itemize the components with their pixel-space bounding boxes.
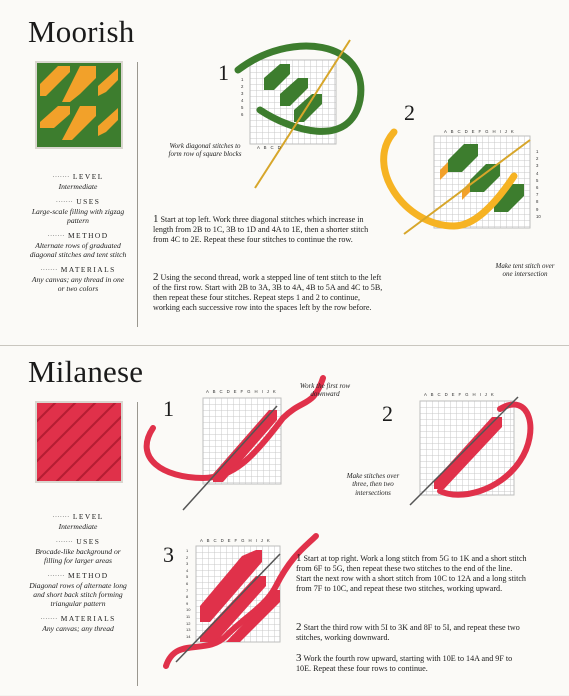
milanese-fig3-number: 3 <box>163 542 174 567</box>
moorish-level: Intermediate <box>58 182 98 191</box>
moorish-fig2-column-labels: A B C D E F G H I J K <box>444 129 516 134</box>
milanese-uses-header: ······· USES <box>55 537 101 546</box>
moorish-fig1-row-labels: 1 2 3 4 5 6 <box>241 77 244 117</box>
milanese-materials-header: ······· MATERIALS <box>40 614 116 623</box>
milanese-step-3: 3 Work the fourth row upward, starting with 10E to 14A and 9F to 10E. Repeat these four rows to continue. <box>296 652 513 673</box>
milanese-section <box>0 345 569 696</box>
moorish-materials: Any canvas; any thread in one or two colors <box>31 275 125 293</box>
milanese-fig2-caption: Make stitches over three, then two intersections <box>346 472 400 497</box>
moorish-materials-header: ······· MATERIALS <box>40 265 116 274</box>
moorish-fig2-caption: Make tent stitch over one intersection <box>495 262 555 279</box>
moorish-step-2: 2 Using the second thread, work a stepped line of tent stitch to the left of the first row. Start with 2B to 3A, 3B to 4A, 4B to 5A and 4C to 5B, then repeat these four stitches. Repeat steps 1 and 2 to continue, working each successive row into the spaces left by the row before. <box>153 271 383 312</box>
milanese-fig1-canvas-grid <box>203 398 283 488</box>
moorish-info <box>28 166 128 293</box>
milanese-step-2: 2 Start the third row with 5I to 3K and 8F to 5I, and repeat these two stitches, working downward. <box>296 621 520 642</box>
moorish-uses-header: ······· USES <box>55 197 101 206</box>
moorish-fig1-number: 1 <box>218 60 229 85</box>
milanese-level: Intermediate <box>58 522 98 531</box>
moorish-level-header: ······· LEVEL <box>52 172 104 181</box>
moorish-fig1-canvas-grid <box>250 60 340 150</box>
milanese-fig2-number: 2 <box>382 401 393 426</box>
milanese-fig3-row-labels: 1 2 3 4 5 6 7 8 9 10 11 12 13 14 <box>186 548 191 639</box>
moorish-step-1: 1 Start at top left. Work three diagonal stitches which increase in length from 2B to 1C, 3B to 1D and 4A to 1E, then a shorter stitch from 4C to 2E. Repeat these four stitches to continue the row. <box>153 213 369 244</box>
milanese-divider <box>137 402 138 686</box>
moorish-fig1-column-labels: A B C D <box>257 145 283 150</box>
moorish-section <box>0 0 569 345</box>
milanese-materials: Any canvas; any thread <box>42 624 114 633</box>
milanese-title: Milanese <box>28 354 144 389</box>
milanese-level-header: ······· LEVEL <box>52 512 104 521</box>
moorish-divider <box>137 62 138 327</box>
milanese-fig1-caption: Work the first row downward <box>299 382 351 399</box>
milanese-fig1-column-labels: A B C D E F G H I J K <box>206 389 278 394</box>
milanese-method: Diagonal rows of alternate long and short back stitch forming triangular pattern <box>29 581 127 608</box>
moorish-uses: Large-scale filling with zigzag pattern <box>31 207 125 225</box>
moorish-fig1-caption: Work diagonal stitches to form row of square blocks <box>168 142 242 159</box>
moorish-fig2-canvas-grid <box>434 136 534 236</box>
milanese-step-1: 1 Start at top right. Work a long stitch from 5G to 1K and a short stitch from 6F to 5G, then repeat these two stitches to the end of the line. Start the next row with a short stitch from 10C to 12A and a long stitch from 7F to 10C, and repeat these two stitches, working upward. <box>296 552 527 593</box>
milanese-fig1-number: 1 <box>163 396 174 421</box>
milanese-fig2-column-labels: A B C D E F G H I J K <box>424 392 496 397</box>
moorish-fig2-row-labels: 1 2 3 4 5 6 7 8 9 10 <box>536 149 541 219</box>
milanese-fig2-canvas-grid <box>420 401 520 501</box>
moorish-title: Moorish <box>28 14 135 49</box>
milanese-method-header: ······· METHOD <box>47 571 109 580</box>
moorish-method-header: ······· METHOD <box>47 231 109 240</box>
moorish-method: Alternate rows of graduated diagonal stitches and tent stitch <box>29 241 127 259</box>
moorish-fig2-number: 2 <box>404 100 415 125</box>
milanese-uses: Brocade-like background or filling for larger areas <box>35 547 121 565</box>
milanese-info <box>28 506 128 633</box>
milanese-fig3-column-labels: A B C D E F G H I J K <box>200 538 272 543</box>
milanese-swatch-image <box>36 402 122 488</box>
milanese-fig3-canvas-grid <box>196 546 286 656</box>
moorish-swatch-image <box>36 62 122 148</box>
